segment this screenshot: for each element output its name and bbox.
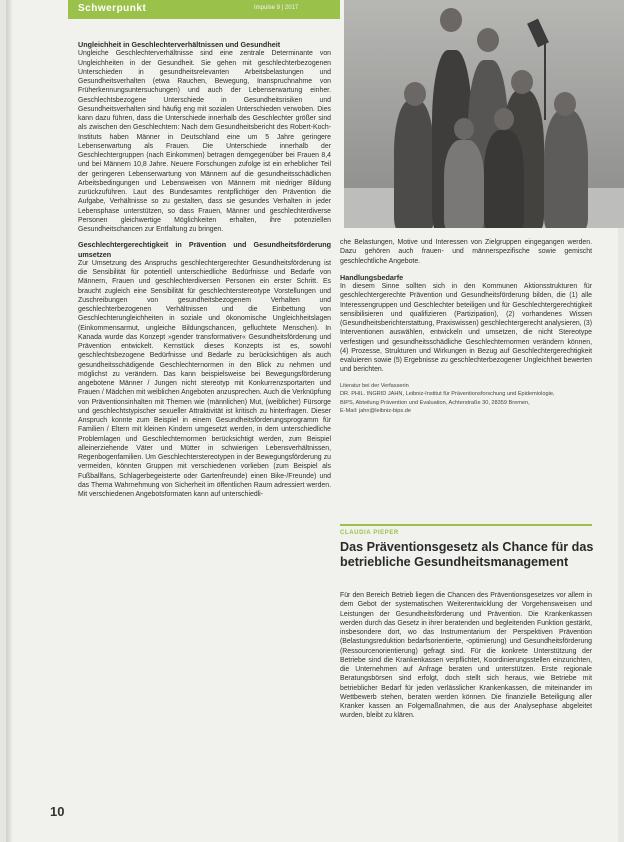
page xyxy=(6,0,618,842)
photo-lamp-stand xyxy=(544,40,546,120)
page-spine xyxy=(6,0,12,842)
photo-person-head xyxy=(440,8,462,32)
heading-ungleichheit: Ungleichheit in Geschlechterverhältnissen und Gesundheit xyxy=(78,40,281,49)
photo-person xyxy=(544,110,588,228)
paragraph-continuation: che Belastungen, Motive und Interessen von Zielgruppen eingegangen werden. Dazu gehören auch frauen- und männerspezifische sowie gemischt geschlechtliche Angebote. xyxy=(340,239,592,265)
photo-person-head xyxy=(511,70,533,94)
author-email: E-Mail: jahn@leibniz-bips.de xyxy=(340,408,411,415)
photo-person xyxy=(484,130,524,228)
photo-person xyxy=(444,140,484,228)
photo-person-head xyxy=(494,108,514,130)
photo-person xyxy=(394,100,434,228)
photo-person-head xyxy=(454,118,474,140)
photo-person-head xyxy=(477,28,499,52)
paragraph-ungleichheit: Ungleiche Geschlechterverhältnisse sind eine zentrale Determinante von Ungleichheiten in der Gesundheit. Sie gehen mit geschlechterbezogenen Unterschieden in gesundheitsrelevanten Arbeitsbelastungen und Gesundheitsverhalten (etwa Rauchen, Bewegung, Inanspruchnahme von Früherkennungsuntersuchungen) und auch der Lebenserwartung einher. Geschlechtsbezogene Unterschiede in Gesundheitsrisiken und Gesundheitsverhalten sind häufig eng mit sozialen Unterschieden verwoben. Dies kann dazu führen, dass die Unterschiede innerhalb des Geschlechter größer sind als zwischen den Geschlechtern: Nach dem Gesundheitsbericht des Robert-Koch-Instituts haben Männer in Deutschland eine um 5 Jahre geringere Lebenserwartung als Frauen. Die Unterschiede innerhalb der Geschlechtergruppen (nach Einkommen) betragen demgegenüber bei Frauen 8,4 und bei Männern 10,8 Jahre. Neuere Forschungen zufolge ist ein erheblicher Teil der geringeren Lebenserwartung von Männern auf die gesundheitsschädlichen Arbeitsbedingungen und Lebensweisen von Männern mit niedriger Bildung zurückzuführen. Laut des Bundesamtes rentpflichtiger den Prävention die Aufgabe, Verhältnisse so zu gestalten, dass sie gesundes Verhalten in jeder Lebensphase unterstützen, so dass Frauen, Männer und geschlechterdiverse Personen gleichwertige Möglichkeiten erhalten, ihre potenziellen Gesundheitschancen zur Entfaltung zu bringen. xyxy=(78,50,331,234)
paragraph-handlungsbedarfe: In diesem Sinne sollten sich in den Kommunen Aktionsstrukturen für geschlechtergerechte Prävention und Gesundheitsförderung bilden, die (1) alle Interessengruppen und Geschlechter beteiligen und für Geschlechtergerechtigkeit sensibilisieren und qualifizieren (Partizipation), (2) vorhandenes Wissen (Gesundheitsberichterstattung, Praxiswissen) geschlechtergerecht analysieren, (3) Interventionen auswählen, entwickeln und umsetzen, die nicht Stereotype verfestigen und gesundheitsschädliche Geschlechternormen verändern können, (4) Prozesse, Strukturen und Wirkungen in Bezug auf Geschlechtergerechtigkeit evaluieren sowie (5) Ergebnisse zu geschlechterbezogener Ungleichheit bewerten und berichten. xyxy=(340,283,593,374)
heading-geschlechtergerechtigkeit: Geschlechtergerechtigkeit in Prävention und Gesundheitsförderung umsetzen xyxy=(78,240,331,259)
page-number: 10 xyxy=(50,804,65,819)
section-label: Schwerpunkt xyxy=(78,3,147,14)
author-note: Literatur bei der Verfasserin xyxy=(340,382,409,389)
photo-person-head xyxy=(404,82,426,106)
issue-info: Impulse 9 | 2017 xyxy=(254,5,299,11)
heading-handlungsbedarfe: Handlungsbedarfe xyxy=(340,272,404,282)
author-name: DR. PHIL. INGRID JAHN, Leibniz-Institut für Präventionsforschung und Epidemiologie, xyxy=(340,391,555,398)
paragraph-geschlechtergerechtigkeit: Zur Umsetzung des Anspruchs geschlechtergerechter Gesundheitsförderung ist die Sensibilität für potentiell unterschiedliche Bedürfnisse und Bedarfe von Männern, Frauen und geschlechterdiversen Personen ein erster Schritt. Es braucht zugleich eine Sensibilität für geschlechterstereotype Vorstellungen und Zuschreibungen von gesundheitsbezogenem Verhalten und geschlechterbezogenen Verhältnissen und die Einbettung von Geschlechterungleichheiten in soziale und ökonomische Ungleichheitslagen (Einkommensarmut, ungleiche Bildungschancen, gefluchtete Menschen). In Kanada wurde das Konzept »gender transformativer« Gesundheitsförderung und Prävention entwickelt. Kernstück dieses Konzepts ist es, sowohl geschlechtsbezogene Bedürfnisse und Bedarfe zu berücksichtigen als auch gesundheitsschädigende Geschlechternormen in den Blick zu nehmen und möglichst zu verändern. Das kann beispielsweise bei Bewegungsförderung angebotene Männer / Jungen nicht stereotyp mit Konkurrenzsportarten und Frauen / Mädchen mit weiblichen Angeboten anzusprechen. Auch die Verknüpfung von Präventionsinhalten mit Themen wie (männlichen) Mut, (weiblicher) Fürsorge und geschlechtstypischer sexueller Attraktivität ist kritisch zu hinterfragen. Dieser Anspruch konnte zum Beispiel in einem Gesundheitsförderungsprogramm für Familien / Eltern mit kleinen Kindern umgesetzt werden, in dem unterschiedliche Problemlagen und Geschlechternormen berücksichtigt werden, zum Beispiel alleinerziehende Väter und Mütter in schwierigen Lebensverhältnissen, Regenbogenfamilien. Um Geschlechterstereotypen in der Bewegungsförderung zu vermeiden, könnten Gruppen mit verschiedenen vorlieben (zum Beispiel als Fußballfans, Schlagerbegeisterte oder Gartenfreunde) einen Bike-/Freunde) und das Thema Wahrnehmung von Sicherheit im öffentlichen Raum adressiert werden. Mit verschiedenen Angebotsformaten kann auf unterschiedli- xyxy=(78,259,331,499)
group-photo xyxy=(344,0,624,228)
article-divider xyxy=(340,524,592,526)
article-title: Das Präventionsgesetz als Chance für das betriebliche Gesundheitsmanagement xyxy=(340,540,594,569)
author-address: BIPS, Abteilung Prävention und Evaluation, Achterstraße 30, 28359 Bremen, xyxy=(340,399,530,406)
right-column xyxy=(340,238,592,416)
article-author: CLAUDIA PIEPER xyxy=(340,530,399,536)
author-box xyxy=(340,382,592,416)
photo-person-head xyxy=(554,92,576,116)
article-intro-paragraph: Für den Bereich Betrieb liegen die Chancen des Präventionsgesetzes vor allem in dem Gebot der systematischen Weiterentwicklung der Vorgehensweisen und Leistungen der Gesundheitsförderung und Prävention. Die Krankenkassen werden durch das Gesetz in ihrer beratenden und begleitenden Funktion gestärkt, insbesondere dort, wo das Instrumentarium der Perspektiven Prävention (Belastungsreduktion bedarfsorientierte, -optimierung) und Gesundheitsförderung (Ressourcenorientierung) gefragt sind. Für die konkrete Unterstützung der Betriebe sind die Krankenkassen verpflichtet, Koordinierungsstellen einzurichten, die Unternehmen auf Anfrage beraten und unterstützen. Erste regionale Beratungsbörsen sind erfolgt, doch stellt sich heraus, wie Betriebe mit betrieblicher Bedarf für jeden verlässlicher Krankenkassen, die miteinander im Wettbewerb stehen, beraten werden können. Die finanzielle Beteiligung aller Kranker kassen an Folgemaßnahmen, die aus der Analysephase abgeleitet wurden, bleibt zu klären. xyxy=(340,592,592,720)
left-column xyxy=(78,40,331,505)
